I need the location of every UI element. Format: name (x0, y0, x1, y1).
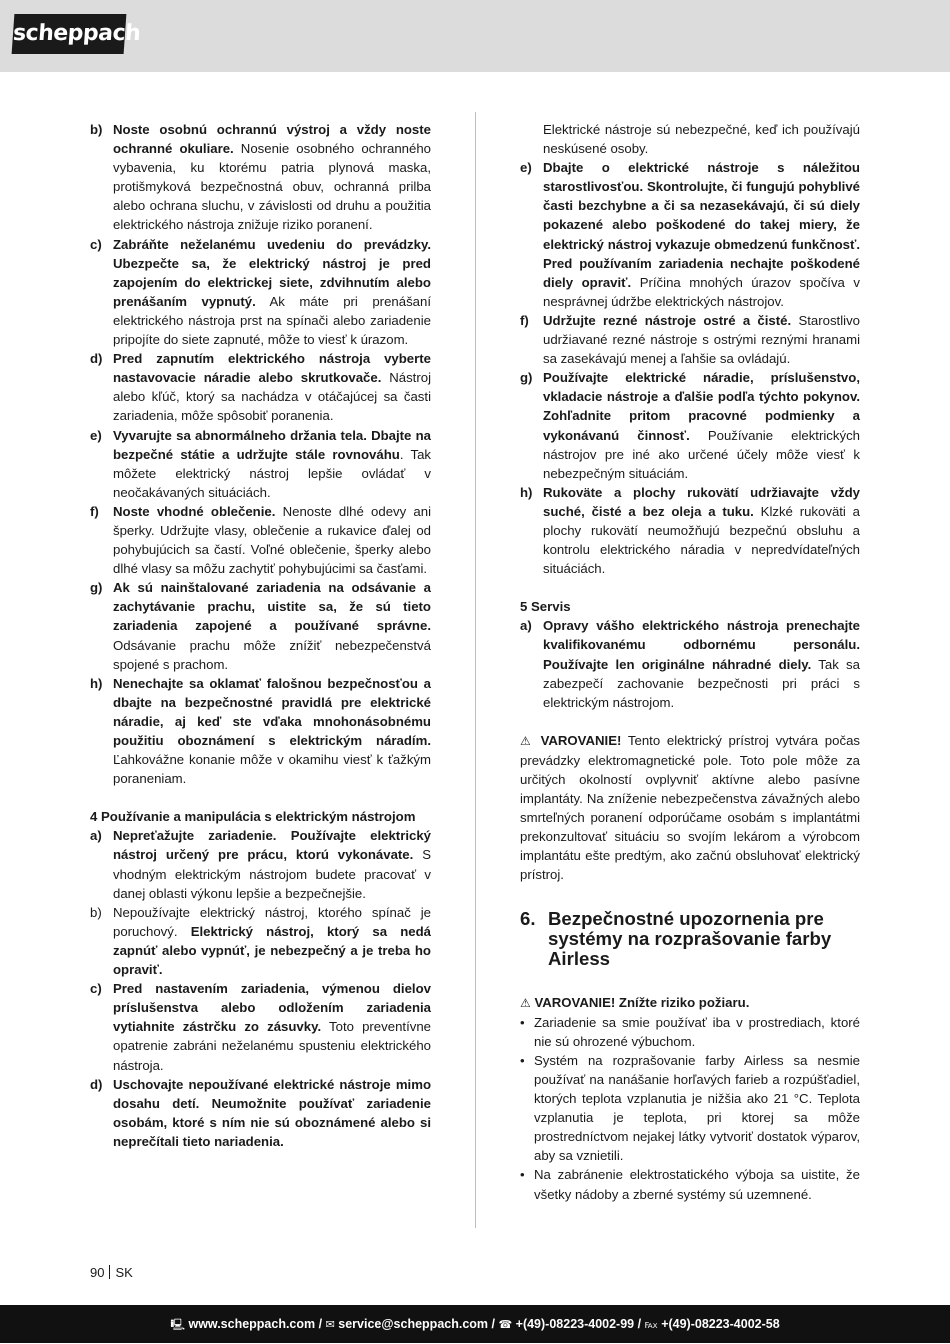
list-item: c) Zabráňte neželanému uvedeniu do prevádzky. Ubezpečte sa, že elektrický nástroj je pred zapojením do elektrickej siete, zdvihnutím alebo prenášaním vypnutý. Ak máte pri prenášaní elektrického nástroja prst na spínači alebo zariadenie pripojíte do siete zapnuté, môže to viesť k úrazom. (90, 236, 431, 348)
item-label: e) (520, 160, 532, 176)
item-label: c) (90, 236, 102, 252)
list-item: f) Udržujte rezné nástroje ostré a čisté. Starostlivo udržiavané rezné nástroje s ostrými reznými hranami sa zasekávajú menej a ľahšie sa ovládajú. (520, 312, 861, 367)
item-label: b) (90, 904, 102, 920)
list-item: e) Vyvarujte sa abnormálneho držania tela. Dbajte na bezpečné státie a udržujte stále rovnováhu. Tak môžete elektrický nástroj lepšie ovládať v neočakávaných situáciách. (90, 427, 431, 500)
computer-icon: 🖳 (170, 1318, 185, 1331)
item-label: b) (90, 122, 103, 137)
list-item: b) Noste osobnú ochrannú výstroj a vždy noste ochranné okuliare. Nosenie osobného ochranného vybavenia, ku ktorému patria plynová maska, protišmyková bezpečnostná obuv, ochranná prilba alebo ochrana sluchu, v závislosti od druhu a použitia elektrického nástroja znižuje riziko poranení. (90, 122, 431, 233)
list-item: g) Ak sú nainštalované zariadenia na odsávanie a zachytávanie prachu, uistite sa, že sú tieto zariadenia zapojené a používané správne. Odsávanie prachu môže znížiť nebezpečenstvá spojené s prachom. (90, 580, 431, 672)
bullet-item: • Zariadenie sa smie používať iba v prostrediach, ktoré nie sú ohrozené výbuchom. (520, 1014, 860, 1049)
item-label: h) (90, 675, 103, 691)
item-label: f) (520, 312, 529, 328)
item-label: d) (90, 1076, 103, 1092)
page-number: 90 SK (90, 1265, 133, 1280)
emf-warning: ⚠ VAROVANIE! Tento elektrický prístroj vytvára počas prevádzky elektromagnetické pole. Toto pole môže za určitých okolností ovplyvniť aktívne alebo pasívne implantáty. Na zníženie nebezpečenstva závažných alebo smrteľných poranení odporúčame osobám s implantátmi prekonzultovať situáciu so svojím lekárom a výrobcom implantátu ešte predtým, ako začnú obsluhovať elektrický prístroj. (520, 732, 860, 883)
list-item: b) Nepoužívajte elektrický nástroj, ktorého spínač je poruchový. Elektrický nástroj, ktorý sa nedá zapnúť alebo vypnúť, je nebezpečný a je treba ho opraviť. (90, 904, 431, 978)
list-item: h) Nenechajte sa oklamať falošnou bezpečnosťou a dbajte na bezpečnostné pravidlá pre elektrické náradie, aj keď ste vďaka mnohonásobnému použitiu oboznámení s elektrickým náradím. Ľahkovážne konanie môže v okamihu viesť k ťažkým poraneniam. (90, 675, 431, 787)
bullet-dot: • (520, 1167, 525, 1183)
list-item: e) Dbajte o elektrické nástroje s náležitou starostlivosťou. Skontrolujte, či fungujú pohyblivé časti bezchybne a či sa nezasekávajú, či sú diely pokazené alebo poškodené do takej miery, že elektrický nástroj vykazuje obmedzenú funkčnosť. Pred používaním zariadenia nechajte poškodené diely opraviť. Príčina mnohých úrazov spočíva v nesprávnej údržbe elektrických nástrojov. (520, 160, 861, 309)
list-item: h) Rukoväte a plochy rukovätí udržiavajte vždy suché, čisté a bez oleja a tuku. Klzké rukoväti a plochy rukovätí neumožňujú bezpečnú obsluhu a kontrolu elektrického náradia v nepredvídateľných situáciách. (520, 484, 860, 577)
scheppach-logo: scheppach (12, 14, 127, 54)
bullet-dot: • (520, 1052, 525, 1068)
item-label: a) (90, 828, 102, 844)
list-item-continuation: Elektrické nástroje sú nebezpečné, keď ich používajú neskúsené osoby. (543, 122, 860, 157)
list-item: d) Pred zapnutím elektrického nástroja vyberte nastavovacie náradie alebo skrutkovače. Nástroj alebo kľúč, ktorý sa nachádza v otáčajúcej sa časti zariadenia, môže spôsobiť poranenia. (90, 351, 431, 424)
warning-icon: ⚠ (520, 995, 531, 1010)
fax-number: +(49)-08223-4002-58 (661, 1317, 780, 1331)
warning-icon: ⚠ (520, 733, 534, 748)
list-item: a) Opravy vášho elektrického nástroja prenechajte kvalifikovanému odbornému personálu. Používajte len originálne náhradné diely. Tak sa zabezpečí zachovanie bezpečnosti pri práci s elektrickým nástrojom. (520, 618, 860, 710)
fire-warning: ⚠ VAROVANIE! Znížte riziko požiaru. (520, 994, 750, 1010)
section-6-heading: 6. Bezpečnostné upozornenia pre systémy na rozprašovanie farby Airless (520, 907, 832, 969)
item-label: e) (90, 427, 102, 443)
bullet-dot: • (520, 1014, 525, 1030)
phone-icon: ☎ (498, 1318, 513, 1331)
bullet-item: • Na zabránenie elektrostatického výboja sa uistite, že všetky nádoby a zberné systémy sú uzemnené. (520, 1167, 860, 1202)
list-item: f) Noste vhodné oblečenie. Nenoste dlhé odevy ani šperky. Udržujte vlasy, oblečenie a rukavice ďalej od pohybujúcich sa častí. Voľné oblečenie, šperky alebo dlhé vlasy sa môžu zachytiť pohybujúcimi sa časťami. (90, 503, 431, 577)
list-item: d) Uschovajte nepoužívané elektrické nástroje mimo dosahu detí. Neumožnite používať zariadenie osobám, ktoré s ním nie sú oboznámené alebo si neprečítali tieto nariadenia. (90, 1076, 431, 1149)
mail-icon: ✉ (325, 1318, 335, 1331)
item-label: c) (90, 981, 102, 997)
item-label: g) (90, 580, 103, 596)
list-item: c) Pred nastavením zariadenia, výmenou dielov príslušenstva alebo odložením zariadenia vytiahnite zástrčku zo zásuvky. Toto preventívne opatrenie zabráni neželanému spusteniu elektrického nástroja. (90, 981, 431, 1073)
bullet-item: • Systém na rozprašovanie farby Airless sa nesmie používať na nanášanie horľavých farieb a rozpúšťadiel, ktorých teplota vzplanutia je nižšia ako 21 °C. Teplota vzplanutia je teplota, pri ktorej sa môže prostredníctvom nejakej látky vytvoriť dostatok výparov, aby sa vznietili. (520, 1052, 860, 1164)
item-label: a) (520, 618, 532, 634)
fax-icon: ℻ (644, 1318, 658, 1331)
footer-bar: 🖳 www.scheppach.com / ✉ service@scheppach.com / ☎ +(49)-08223-4002-99 / ℻ +(49)-08223-4002-58 (0, 1305, 950, 1343)
list-item: g) Používajte elektrické náradie, príslušenstvo, vkladacie nástroje a ďalšie podľa týchto pokynov. Zohľadnite pritom pracovné podmienky a vykonávanú činnosť. Používanie elektrických nástrojov pre iné ako určené účely môže viesť k nebezpečným situáciám. (520, 370, 860, 481)
website-link[interactable]: www.scheppach.com (188, 1317, 316, 1331)
column-divider (475, 112, 476, 1228)
item-label: h) (520, 484, 533, 500)
email-link[interactable]: service@scheppach.com (338, 1317, 489, 1331)
left-column (90, 120, 431, 1151)
section-4-heading: 4 Používanie a manipulácia s elektrickým nástrojom (90, 809, 416, 825)
section-5-heading: 5 Servis (520, 599, 571, 615)
item-label: d) (90, 351, 103, 367)
header-bar (0, 0, 950, 72)
right-column (520, 120, 860, 1204)
list-item: a) Nepreťažujte zariadenie. Používajte elektrický nástroj určený pre prácu, ktorú vykonávate. S vhodným elektrickým nástrojom budete pracovať v danej oblasti výkonu lepšie a bezpečnejšie. (90, 828, 431, 901)
item-label: g) (520, 370, 533, 386)
item-label: f) (90, 503, 99, 519)
phone-number: +(49)-08223-4002-99 (515, 1317, 635, 1331)
